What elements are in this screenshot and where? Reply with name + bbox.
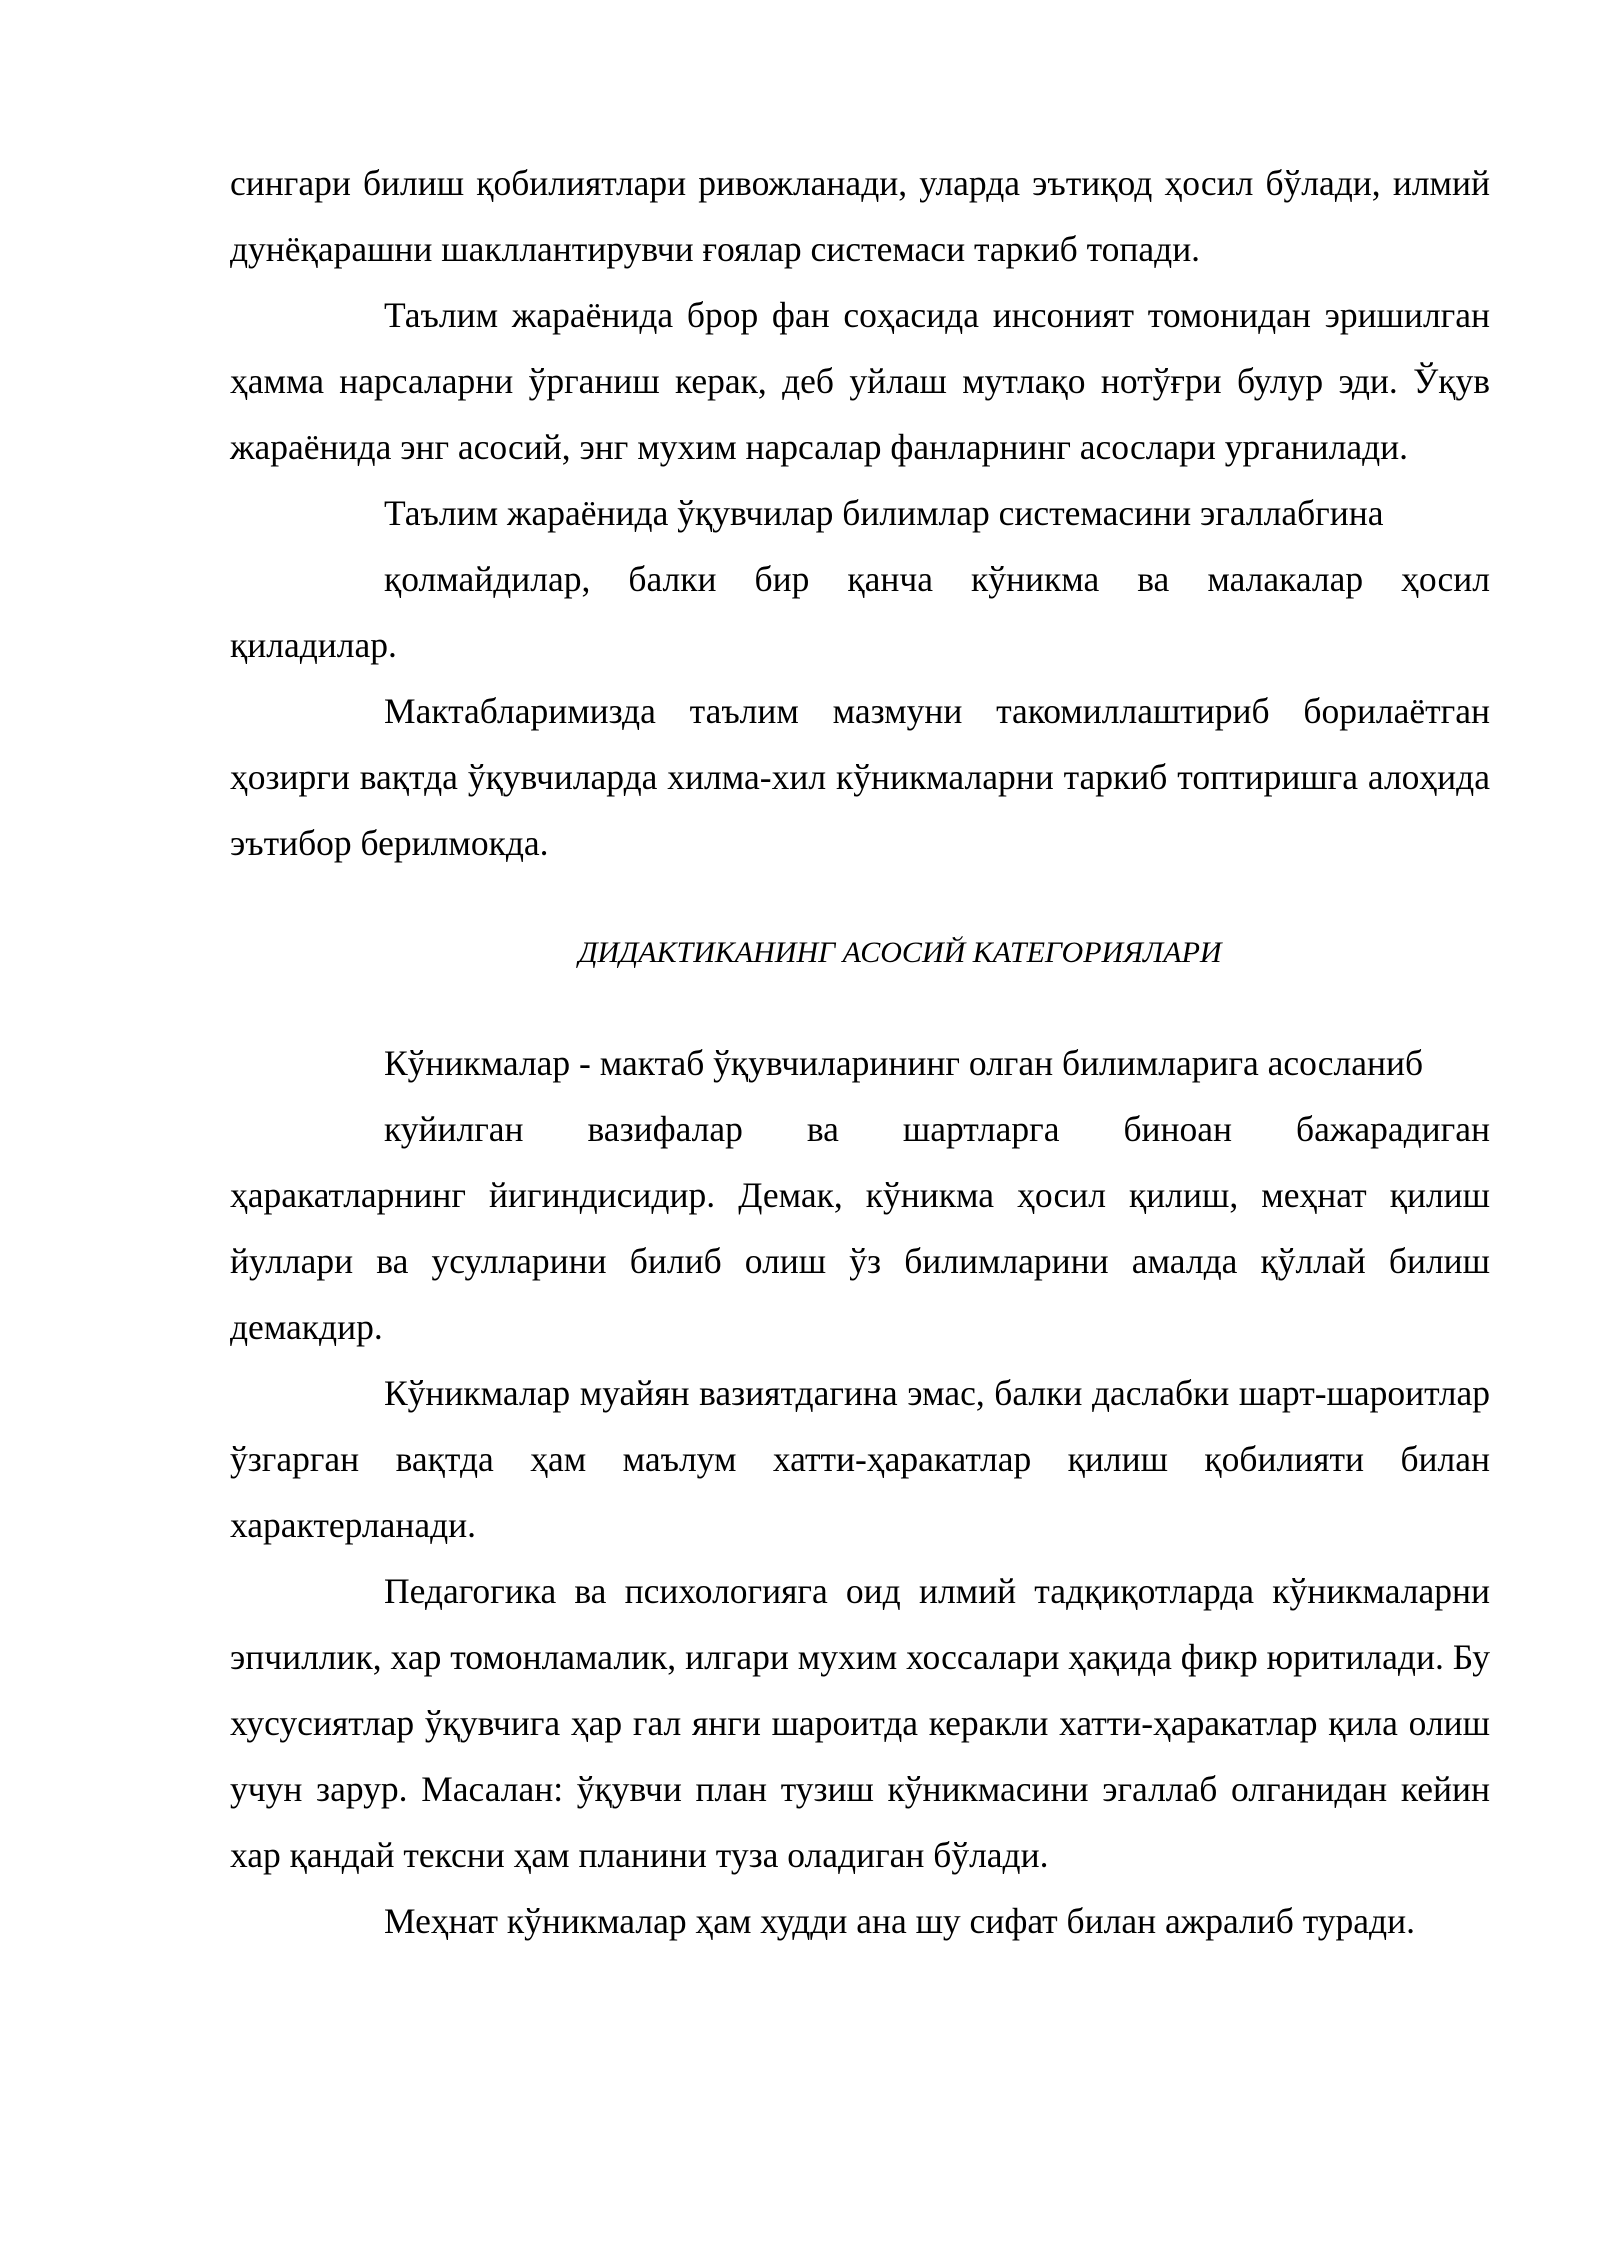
paragraph-knowledge-system-line2: қолмайдилар, балки бир қанча кўникма ва малакалар ҳосил (384, 559, 1490, 599)
paragraph-knowledge-system-line1: Таълим жараёнида ўқувчилар билимлар системасини эгаллабгина (384, 493, 1384, 533)
paragraph-knowledge-system-line3: қиладилар. (230, 625, 397, 665)
paragraph-schools: Мактабларимизда таълим мазмуни такомиллаштириб борилаётган ҳозирги вақтда ўқувчиларда хилма-хил кўникмаларни таркиб топтиришга алоҳида эътибор берилмокда. (230, 691, 1490, 863)
document-body (230, 150, 1490, 1954)
paragraph-labor-skills: Меҳнат кўникмалар ҳам худди ана шу сифат билан ажралиб туради. (384, 1901, 1415, 1941)
paragraph-education-process: Таълим жараёнида брор фан соҳасида инсоният томонидан эришилган ҳамма нарсаларни ўрганиш керак, деб уйлаш мутлақо нотўғри булур эди. Ўқув жараёнида энг асосий, энг мухим нарсалар фанларнинг асослари урганилади. (230, 295, 1490, 467)
section-heading: ДИДАКТИКАНИНГ АСОСИЙ КАТЕГОРИЯЛАРИ (578, 936, 1222, 969)
paragraph-skills-definition-line1: Кўникмалар - мактаб ўқувчиларининг олган билимларига асосланиб (384, 1043, 1424, 1083)
paragraph-skills-definition-line2: куйилган вазифалар ва шартларга биноан бажарадиган (384, 1109, 1490, 1149)
paragraph-pedagogy-research: Педагогика ва психологияга оид илмий тадқиқотларда кўникмаларни эпчиллик, хар томонламалик, илгари мухим хоссалари ҳақида фикр юритилади. Бу хусусиятлар ўқувчига ҳар гал янги шароитда керакли хатти-ҳаракатлар қила олиш учун зарур. Масалан: ўқувчи план тузиш кўникмасини эгаллаб олганидан кейин хар қандай тексни ҳам планини туза оладиган бўлади. (230, 1571, 1490, 1875)
paragraph-skills-definition-rest: ҳаракатларнинг йигиндисидир. Демак, кўникма ҳосил қилиш, меҳнат қилиш йуллари ва усулларини билиб олиш ўз билимларини амалда қўллай билиш демакдир. (230, 1175, 1490, 1347)
paragraph-skills-situation: Кўникмалар муайян вазиятдагина эмас, балки даслабки шарт-шароитлар ўзгарган вақтда ҳам маълум хатти-ҳаракатлар қилиш қобилияти билан характерланади. (230, 1373, 1490, 1545)
paragraph-continuation: сингари билиш қобилиятлари ривожланади, уларда эътиқод ҳосил бўлади, илмий дунёқарашни шакллантирувчи ғоялар системаси таркиб топади. (230, 163, 1490, 269)
